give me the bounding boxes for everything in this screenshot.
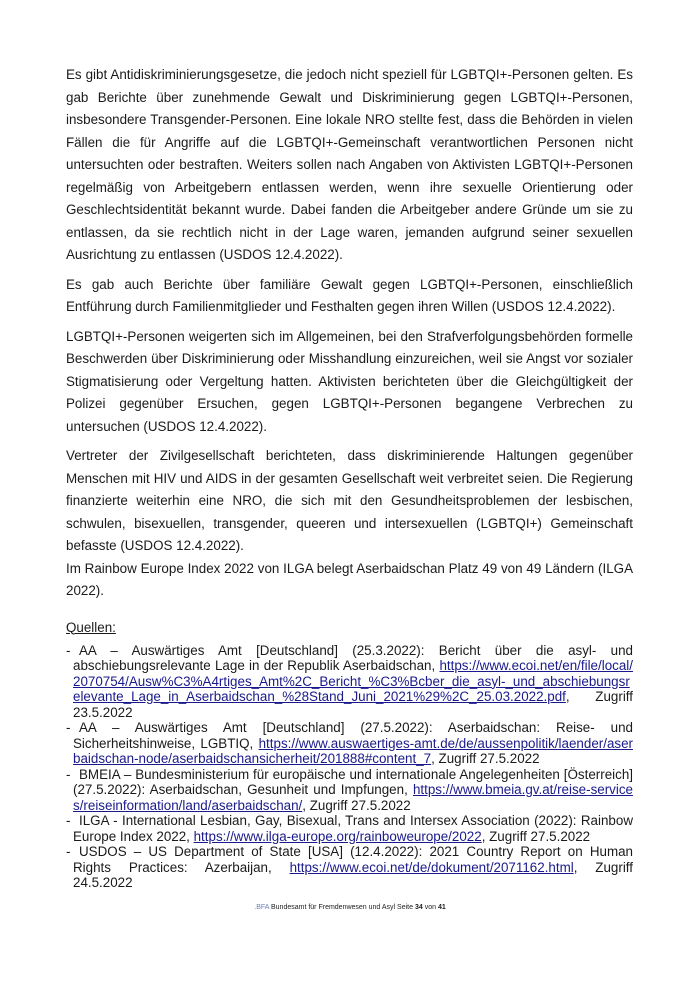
paragraph-law-enforcement: LGBTQI+-Personen weigerten sich im Allgemeinen, bei den Strafverfolgungsbehörden formelle Beschwerden über Diskriminierung oder Misshandlung einzureichen, weil sie Angst vor sozialer Stigmatisierung oder Vergeltung hatten. Aktivisten berichteten über die Gleichgültigkeit der Polizei gegenüber Ersuchen, gegen LGBTQI+-Personen begangene Verbrechen zu untersuchen (USDOS 12.4.2022). [66, 328, 633, 434]
paragraph-family-violence: Es gab auch Berichte über familiäre Gewalt gegen LGBTQI+-Personen, einschließlich Entführung durch Familienmitglieder und Festhalten gegen ihren Willen (USDOS 12.4.2022). [66, 276, 633, 314]
source-access-date: , Zugriff 27.5.2022 [431, 751, 540, 766]
bullet-dash: - [66, 813, 71, 828]
total-page-count: 41 [437, 904, 446, 911]
source-link[interactable]: https://www.ilga-europe.org/rainboweurope/2022 [193, 828, 482, 844]
source-citation: BMEIA – Bundesministerium für europäische und internationale Angelegenheiten [Österreich] (27.5.2022): Aserbaidschan, Gesunheit und Impfungen, [73, 766, 633, 797]
source-item-bmeia [66, 767, 633, 814]
source-citation: AA – Auswärtiges Amt [Deutschland] (27.5.2022): Aserbaidschan: Reise- und Sicherheitshinweise, LGBTIQ, [73, 720, 633, 751]
footer-agency: Bundesamt für Fremdenwesen und Asyl Seite [269, 904, 415, 911]
source-item-aa-bericht [66, 643, 633, 721]
source-access-date: , Zugriff 27.5.2022 [302, 797, 411, 813]
document-page [66, 64, 633, 891]
source-link[interactable]: https://www.bmeia.gv.at/reise-services/reiseinformation/land/aserbaidschan/ [73, 782, 633, 813]
current-page-number: 34 [414, 904, 423, 911]
paragraph-rainbow-index: Im Rainbow Europe Index 2022 von ILGA belegt Aserbaidschan Platz 49 von 49 Ländern (ILGA 2022). [66, 560, 633, 598]
bullet-dash: - [66, 720, 71, 735]
sources-heading: Quellen: [66, 619, 116, 635]
source-access-date: , Zugriff 24.5.2022 [73, 859, 633, 890]
source-citation: AA – Auswärtiges Amt [Deutschland] (25.3.2022): Bericht über die asyl- und abschiebungsrelevante Lage in der Republik Aserbaidschan, [73, 642, 633, 673]
source-citation: ILGA - International Lesbian, Gay, Bisexual, Trans and Intersex Association (2022): Rainbow Europe Index 2022, [73, 813, 633, 844]
source-citation: USDOS – US Department of State [USA] (12.4.2022): 2021 Country Report on Human Rights Practices: Azerbaijan, [73, 844, 633, 875]
page-footer [0, 904, 700, 911]
source-link[interactable]: https://www.ecoi.net/en/file/local/2070754/Ausw%C3%A4rtiges_Amt%2C_Bericht_%C3%Bcber_die_asyl-_und_abschiebungsrelevante_Lage_in_Aserbaidschan_%28Stand_Juni_2021%29%2C_25.03.2022.pdf [73, 658, 633, 704]
source-access-date: , Zugriff 23.5.2022 [73, 689, 633, 720]
footer-of: von [422, 904, 438, 911]
source-access-date: , Zugriff 27.5.2022 [481, 828, 591, 844]
source-link[interactable]: https://www.auswaertiges-amt.de/de/aussenpolitik/laender/aserbaidschan-node/aserbaidschansicherheit/201888#content_7 [73, 735, 633, 766]
source-item-aa-reisehinweise [66, 720, 633, 767]
bullet-dash: - [66, 642, 71, 658]
bullet-dash: - [66, 766, 71, 782]
paragraph-antidiscrimination: Es gibt Antidiskriminierungsgesetze, die jedoch nicht speziell für LGBTQI+-Personen gelten. Es gab Berichte über zunehmende Gewalt und Diskriminierung gegen LGBTQI+-Personen, insbesondere Transgender-Personen. Eine lokale NRO stellte fest, dass die Behörden in vielen Fällen die für Angriffe auf die LGBTQI+-Gemeinschaft verantwortlichen Personen nicht untersuchten oder bestraften. Weiters sollen nach Angaben von Aktivisten LGBTQI+-Personen regelmäßig von Arbeitgebern entlassen werden, wenn ihre sexuelle Orientierung oder Geschlechtsidentität bekannt wurde. Dabei fanden die Arbeitgeber andere Gründe um sie zu entlassen, da sie rechtlich nicht in der Lage waren, jemanden aufgrund seiner sexuellen Ausrichtung zu entlassen (USDOS 12.4.2022). [66, 67, 633, 262]
source-item-usdos [66, 844, 633, 891]
paragraph-hiv-aids: Vertreter der Zivilgesellschaft berichteten, dass diskriminierende Haltungen gegenüber Menschen mit HIV und AIDS in der gesamten Gesellschaft weit verbreitet seien. Die Regierung finanzierte weiterhin eine NRO, die sich mit den Gesundheitsproblemen der lesbischen, schwulen, bisexuellen, transgender, queeren und intersexuellen (LGBTQI+) Gemeinschaft befasste (USDOS 12.4.2022). [66, 448, 633, 553]
sources-list [66, 643, 633, 891]
bullet-dash: - [66, 844, 71, 859]
bfa-logo-text: .BFA [254, 904, 270, 911]
source-link[interactable]: https://www.ecoi.net/de/dokument/2071162.html [289, 859, 574, 875]
source-item-ilga [66, 813, 633, 844]
